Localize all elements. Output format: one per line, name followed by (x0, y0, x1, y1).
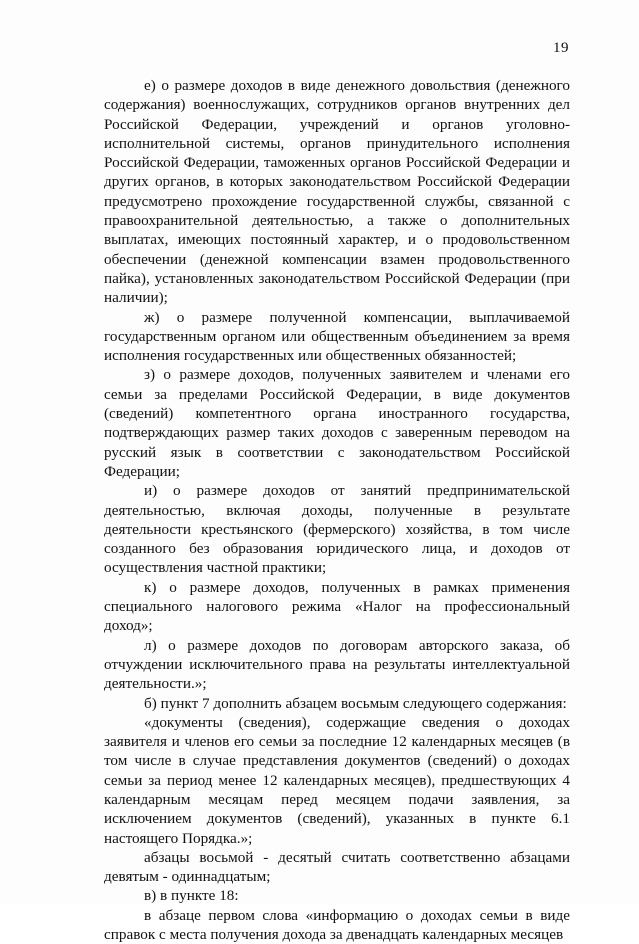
paragraph-e-military-pay: е) о размере доходов в виде денежного довольствия (денежного содержания) военнослужащих, сотрудников органов внутренних дел Российской Федерации, учреждений и органов уголовно-исполнительной системы, органов принудительного исполнения Российской Федерации, таможенных органов Российской Федерации и других органов, в которых законодательством Российской Федерации предусмотрено прохождение государственной службы, связанной с правоохранительной деятельностью, а также о дополнительных выплатах, имеющих постоянный характер, и о продовольственном обеспечении (денежной компенсации взамен продовольственного пайка), установленных законодательством Российской Федерации (при наличии); (104, 77, 570, 307)
page-number: 19 (553, 40, 569, 56)
paragraph-z-foreign-income: з) о размере доходов, полученных заявителем и членами его семьи за пределами Российской Федерации, в виде документов (сведений) компетентного органа иностранного государства, подтверждающих размер таких доходов с заверенным переводом на русский язык в соответствии с законодательством Российской Федерации; (104, 366, 570, 480)
paragraph-b-point-7: б) пункт 7 дополнить абзацем восьмым следующего содержания: (144, 694, 567, 712)
paragraph-zh-compensation: ж) о размере полученной компенсации, выплачиваемой государственным органом или общественным объединением за время исполнения государственных или общественных обязанностей; (104, 308, 570, 365)
paragraph-first-abzac: в абзаце первом слова «информацию о доходах семьи в виде справок с места получения дохода за двенадцать календарных месяцев (104, 906, 570, 944)
document-body (104, 76, 570, 944)
paragraph-v-point-18: в) в пункте 18: (144, 887, 239, 905)
paragraph-k-self-employed-tax: к) о размере доходов, полученных в рамках применения специального налогового режима «Налог на профессиональный доход»; (104, 578, 570, 635)
paragraph-renumbering: абзацы восьмой - десятый считать соответственно абзацами девятым - одиннадцатым; (104, 848, 570, 886)
paragraph-i-business-income: и) о размере доходов от занятий предпринимательской деятельностью, включая доходы, полученные в результате деятельности крестьянского (фермерского) хозяйства, в том числе созданного без образования юридического лица, и доходов от осуществления частной практики; (104, 482, 570, 577)
paragraph-l-copyright-income: л) о размере доходов по договорам авторского заказа, об отчуждении исключительного права на результаты интеллектуальной деятельности.»; (104, 636, 570, 693)
paragraph-quoted-documents: «документы (сведения), содержащие сведения о доходах заявителя и членов его семьи за последние 12 календарных месяцев (в том числе в случае представления документов (сведений) о доходах семьи за период менее 12 календарных месяцев), предшествующих 4 календарным месяцам перед месяцем подачи заявления, за исключением документов (сведений), указанных в пункте 6.1 настоящего Порядка.»; (104, 713, 570, 847)
